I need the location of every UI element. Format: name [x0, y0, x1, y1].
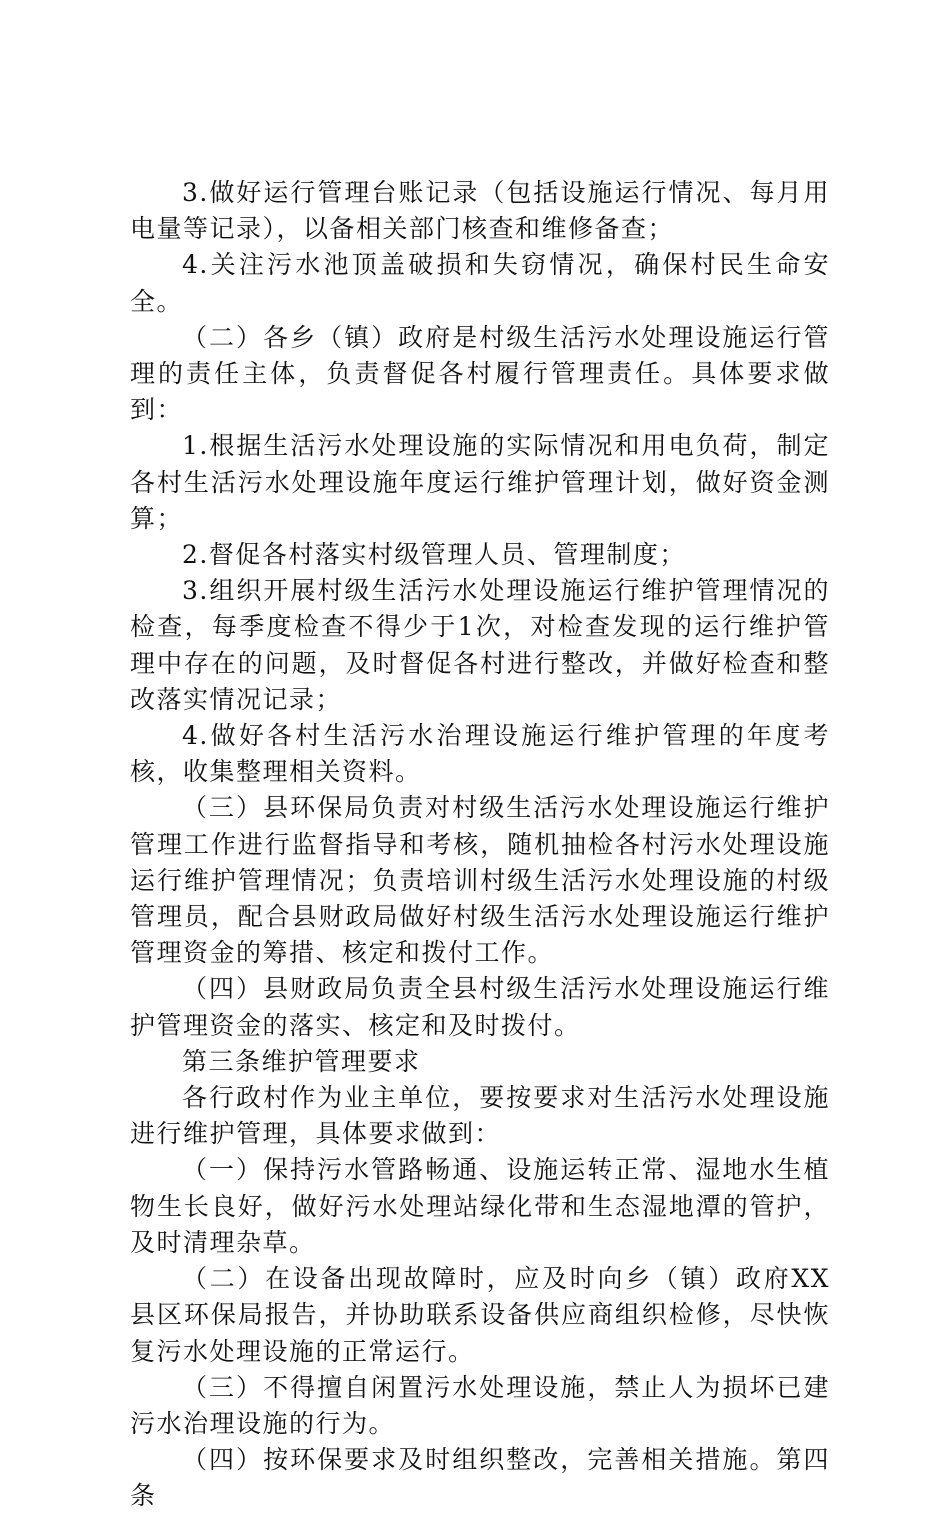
paragraph-item-1: 1.根据生活污水处理设施的实际情况和用电负荷，制定各村生活污水处理设施年度运行维护管理计划，做好资金测算； [130, 431, 830, 533]
paragraph-item-4b: 4.做好各村生活污水治理设施运行维护管理的年度考核，收集整理相关资料。 [130, 721, 830, 787]
paragraph-section-3: （三）县环保局负责对村级生活污水处理设施运行维护管理工作进行监督指导和考核，随机抽检各村污水处理设施运行维护管理情况；负责培训村级生活污水处理设施的村级管理员，配合县财政局做好村级生活污水处理设施运行维护管理资金的筹措、核定和拨付工作。 [130, 793, 830, 968]
paragraph-item-3b: 3.组织开展村级生活污水处理设施运行维护管理情况的检查，每季度检查不得少于1次，对检查发现的运行维护管理中存在的问题，及时督促各村进行整改，并做好检查和整改落实情况记录； [130, 576, 830, 714]
paragraph-req-4: （四）按环保要求及时组织整改，完善相关措施。第四条 [130, 1445, 830, 1511]
paragraph-item-4: 4.关注污水池顶盖破损和失窃情况，确保村民生命安全。 [130, 250, 830, 316]
paragraph-section-2: （二）各乡（镇）政府是村级生活污水处理设施运行管理的责任主体，负责督促各村履行管理责任。具体要求做到： [130, 322, 830, 425]
paragraph-section-4: （四）县财政局负责全县村级生活污水处理设施运行维护管理资金的落实、核定和及时拨付。 [130, 974, 830, 1040]
paragraph-item-3: 3.做好运行管理台账记录（包括设施运行情况、每月用电量等记录），以备相关部门核查和维修备查； [130, 178, 830, 244]
paragraph-req-1: （一）保持污水管路畅通、设施运转正常、湿地水生植物生长良好，做好污水处理站绿化带和生态湿地潭的管护，及时清理杂草。 [130, 1155, 830, 1257]
paragraph-req-3: （三）不得擅自闲置污水处理设施，禁止人为损坏已建污水治理设施的行为。 [130, 1372, 830, 1438]
paragraph-item-2: 2.督促各村落实村级管理人员、管理制度； [182, 540, 686, 570]
paragraph-req-2: （二）在设备出现故障时，应及时向乡（镇）政府XX县区环保局报告，并协助联系设备供应商组织检修，尽快恢复污水处理设施的正常运行。 [130, 1264, 830, 1366]
article-heading: 第三条维护管理要求 [182, 1046, 421, 1076]
paragraph-intro: 各行政村作为业主单位，要按要求对生活污水处理设施进行维护管理，具体要求做到： [130, 1083, 830, 1149]
document-body [130, 175, 830, 1515]
